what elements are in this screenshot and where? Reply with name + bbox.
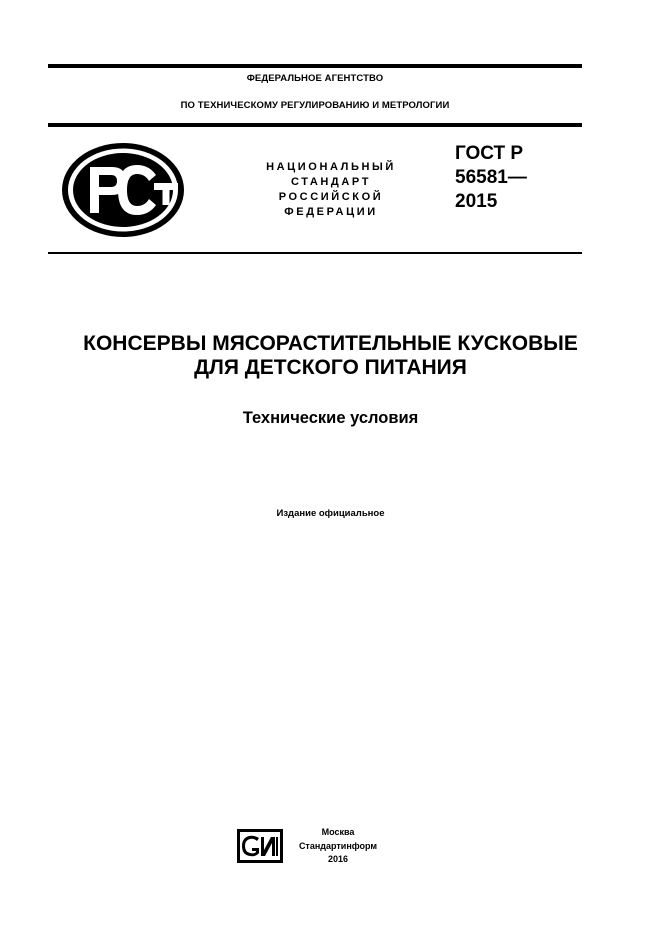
standard-type-line: ФЕДЕРАЦИИ bbox=[284, 206, 378, 218]
standard-code-line-3: 2015 bbox=[455, 191, 498, 212]
header-rule bbox=[48, 123, 582, 127]
title-line-1: КОНСЕРВЫ МЯСОРАСТИТЕЛЬНЫЕ КУСКОВЫЕ bbox=[83, 332, 578, 355]
standard-code-line-2: 56581— bbox=[455, 167, 527, 188]
publisher-info bbox=[288, 826, 388, 867]
title-line-2: ДЛЯ ДЕТСКОГО ПИТАНИЯ bbox=[194, 356, 467, 379]
standard-type bbox=[256, 160, 406, 220]
publisher-year: 2016 bbox=[327, 854, 349, 864]
standard-type-line: НАЦИОНАЛЬНЫЙ bbox=[266, 161, 396, 173]
rst-logo-icon bbox=[60, 141, 186, 239]
standard-code bbox=[455, 142, 527, 214]
edition-note: Издание официальное bbox=[276, 508, 385, 519]
agency-line-1: ФЕДЕРАЛЬНОЕ АГЕНТСТВО bbox=[246, 73, 384, 84]
publisher-city: Москва bbox=[321, 827, 355, 837]
standard-type-line: СТАНДАРТ bbox=[290, 176, 372, 188]
standard-type-line: РОССИЙСКОЙ bbox=[278, 191, 384, 203]
standard-code-line-1: ГОСТ Р bbox=[455, 143, 524, 164]
publisher-name: Стандартинформ bbox=[298, 840, 378, 851]
top-rule bbox=[48, 64, 582, 68]
header-bottom-rule bbox=[48, 252, 582, 254]
standartinform-logo-icon bbox=[237, 829, 283, 863]
agency-line-2: ПО ТЕХНИЧЕСКОМУ РЕГУЛИРОВАНИЮ И МЕТРОЛОГИИ bbox=[180, 100, 450, 111]
document-subtitle: Технические условия bbox=[242, 409, 419, 427]
document-title bbox=[30, 332, 631, 380]
